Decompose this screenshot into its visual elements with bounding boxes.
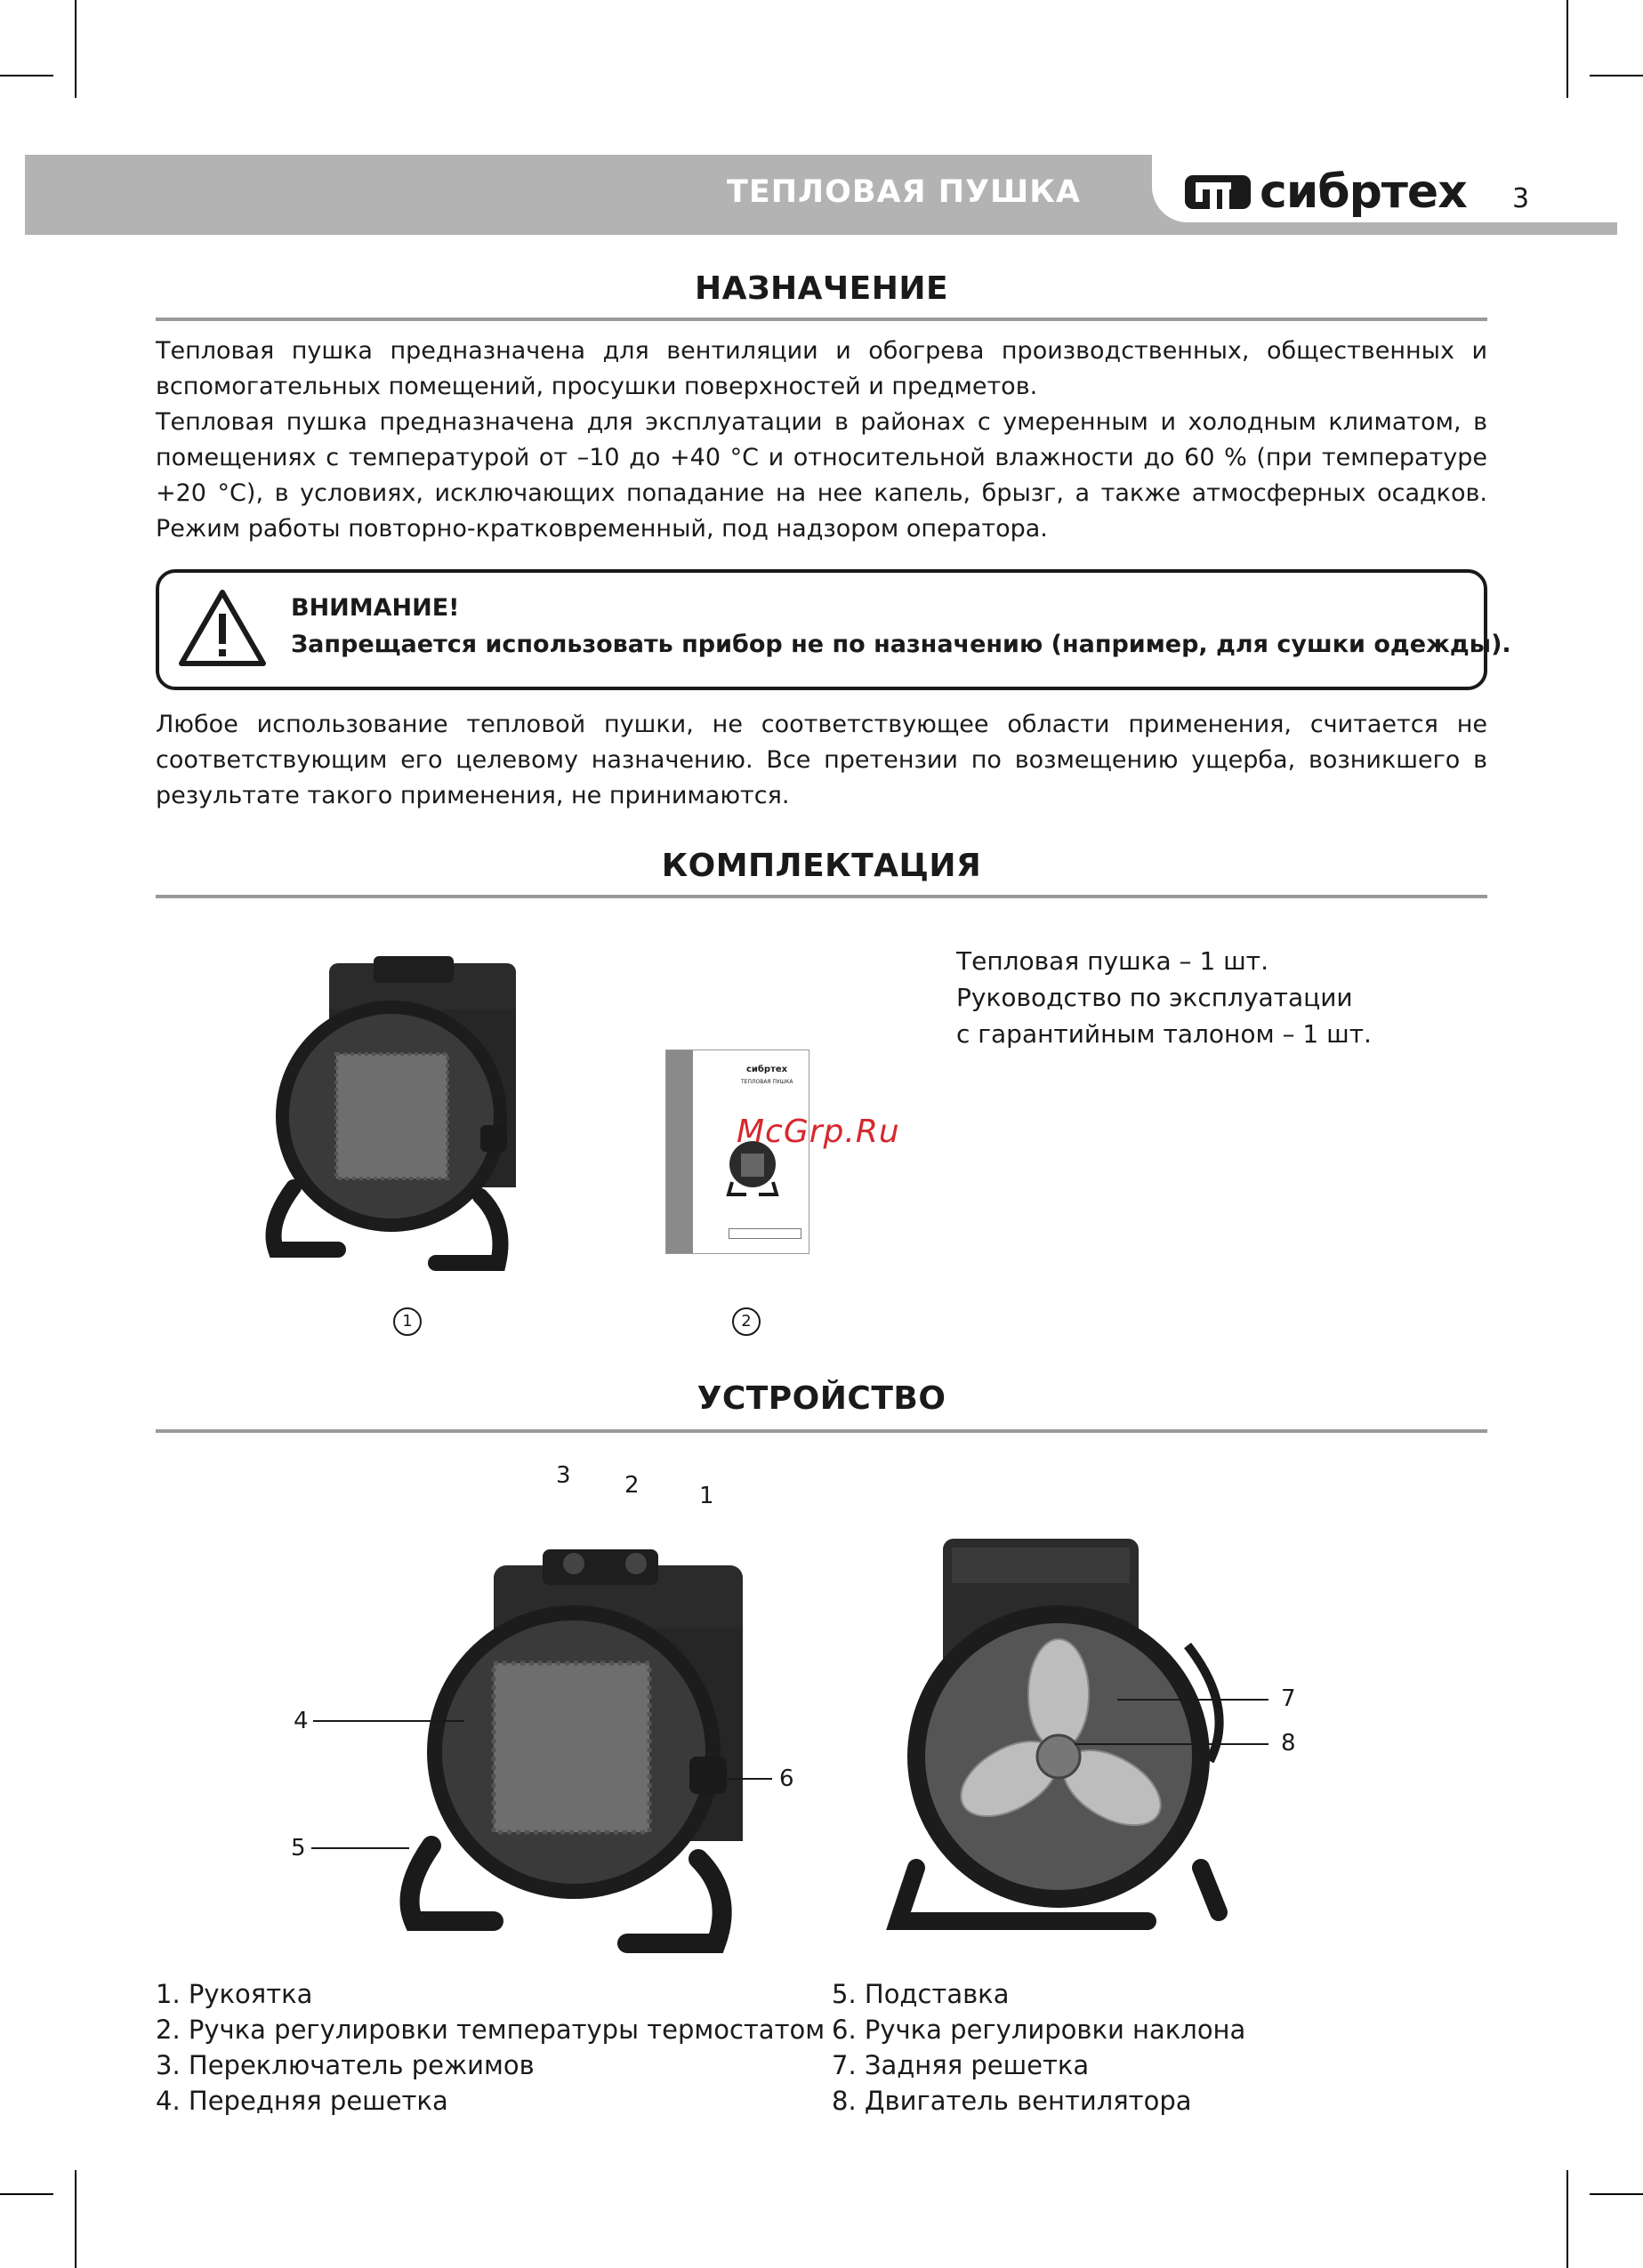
- callout-line-5: [311, 1847, 409, 1849]
- section-title-kit: КОМПЛЕКТАЦИЯ: [661, 848, 982, 884]
- manual-cover-image: [665, 1050, 809, 1254]
- list-item: 7. Задняя решетка: [832, 2050, 1090, 2080]
- brand-logo: [1183, 165, 1468, 219]
- kit-item: Руководство по эксплуатации: [956, 983, 1353, 1012]
- manual-cover-brand: сибртех: [746, 1065, 788, 1074]
- section-rule: [156, 318, 1487, 321]
- header-band-edge: [1152, 222, 1617, 235]
- crop-mark: [0, 2193, 53, 2195]
- section-title-purpose: НАЗНАЧЕНИЕ: [694, 270, 949, 307]
- callout-line-7: [1117, 1699, 1268, 1701]
- paragraph-purpose-3: Любое использование тепловой пушки, не соответствующее области применения, считается не соответствующим его целевому назначению. Все претензии по возмещению ущерба, возникшего в результате такого применения, не принимаются.: [156, 711, 1487, 809]
- callout-6: 6: [779, 1765, 794, 1792]
- list-item: 4. Передняя решетка: [156, 2086, 448, 2116]
- crop-mark: [75, 2170, 77, 2268]
- list-item: 3. Переключатель режимов: [156, 2050, 535, 2080]
- callout-3: 3: [556, 1462, 571, 1489]
- crop-mark: [1566, 0, 1568, 98]
- callout-5: 5: [291, 1835, 306, 1862]
- warning-box: [156, 569, 1487, 690]
- brand-name: сибртех: [1260, 165, 1467, 219]
- callout-line-6: [712, 1778, 772, 1780]
- crop-mark: [1590, 2193, 1643, 2195]
- callout-4: 4: [294, 1708, 309, 1734]
- callout-8: 8: [1281, 1730, 1296, 1757]
- parts-list-right: [832, 1976, 1245, 2119]
- manual-cover-title: ТЕПЛОВАЯ ПУШКА: [741, 1079, 793, 1085]
- warning-triangle-icon: [178, 589, 267, 667]
- image-label-2: 2: [732, 1307, 761, 1336]
- crop-mark: [75, 0, 77, 98]
- crop-mark: [1566, 2170, 1568, 2268]
- callout-7: 7: [1281, 1685, 1296, 1712]
- section-title-device: УСТРОЙСТВО: [697, 1380, 946, 1417]
- crop-mark: [1590, 75, 1643, 76]
- list-item: 8. Двигатель вентилятора: [832, 2086, 1192, 2116]
- list-item: 6. Ручка регулировки наклона: [832, 2015, 1246, 2045]
- callout-2: 2: [624, 1472, 640, 1499]
- heater-front-image: [258, 956, 569, 1281]
- brand-logo-icon: [1183, 170, 1254, 214]
- callout-1: 1: [699, 1483, 714, 1509]
- manual-cover-warning: [729, 1228, 801, 1239]
- watermark: McGrp.Ru: [737, 1114, 900, 1150]
- list-item: 2. Ручка регулировки температуры термостатом: [156, 2015, 826, 2045]
- kit-item: с гарантийным талоном – 1 шт.: [956, 1019, 1372, 1049]
- list-item: 5. Подставка: [832, 1979, 1010, 2009]
- warning-heading: ВНИМАНИЕ!: [291, 594, 460, 622]
- kit-item: Тепловая пушка – 1 шт.: [956, 946, 1268, 976]
- list-item: 1. Рукоятка: [156, 1979, 313, 2009]
- kit-list: [956, 943, 1372, 1052]
- paragraph-purpose-2: Тепловая пушка предназначена для эксплуатации в районах с умеренным и холодным климатом, в помещениях с температурой от –10 до +40 °С и относительной влажности до 60 % (при температуре +20 °С), в условиях, исключающих попадание на нее капель, брызг, а также атмосферных осадков. Режим работы повторно-кратковременный, под надзором оператора.: [156, 408, 1487, 543]
- warning-text: Запрещается использовать прибор не по назначению (например, для сушки одежды).: [291, 631, 1511, 658]
- parts-list-left: [156, 1976, 825, 2119]
- document-title: ТЕПЛОВАЯ ПУШКА: [726, 174, 1081, 210]
- callout-line-4: [313, 1720, 464, 1722]
- crop-mark: [0, 75, 53, 76]
- page-number: 3: [1512, 183, 1530, 214]
- image-label-1: 1: [393, 1307, 422, 1336]
- heater-rear-diagram: [881, 1530, 1236, 1948]
- section-rule: [156, 895, 1487, 898]
- section-rule: [156, 1429, 1487, 1433]
- heater-front-diagram: [396, 1539, 805, 1957]
- manual-cover-stripe: [666, 1050, 693, 1253]
- paragraph-purpose-1: Тепловая пушка предназначена для вентиляции и обогрева производственных, общественных и вспомогательных помещений, просушки поверхностей и предметов.: [156, 337, 1487, 400]
- callout-line-8: [1075, 1743, 1268, 1745]
